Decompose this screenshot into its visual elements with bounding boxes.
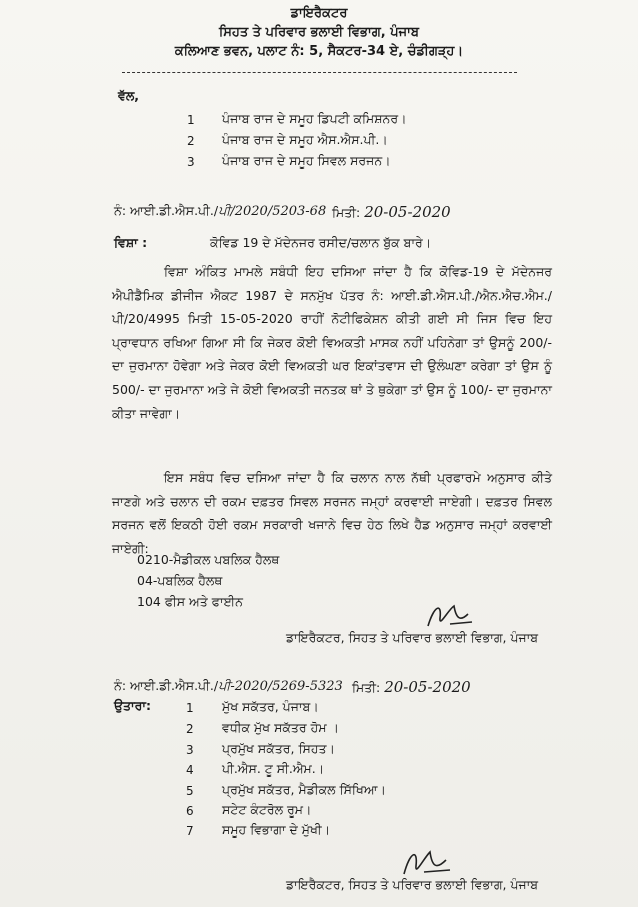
- list-item: ਪੰਜਾਬ ਰਾਜ ਦੇ ਸਮੂਹ ਡਿਪਟੀ ਕਮਿਸ਼ਨਰ।: [222, 111, 407, 126]
- header-address: ਕਲਿਆਣ ਭਵਨ, ਪਲਾਟ ਨੰ: 5, ਸੈਕਟਰ-34 ਏ, ਚੰਡੀਗੜ੍ਹ।: [174, 44, 464, 59]
- list-item-number: 1: [187, 113, 195, 127]
- reference-prefix: ਨੰ: ਆਈ.ਡੀ.ਐਸ.ਪੀ./: [114, 678, 219, 693]
- handwritten-date: 20-05-2020: [384, 678, 471, 696]
- budget-head-2: 04-ਪਬਲਿਕ ਹੈਲਥ: [137, 573, 223, 588]
- signature-mark: [420, 600, 480, 634]
- handwritten-date: 20-05-2020: [364, 203, 451, 221]
- reference-number-1: [114, 203, 326, 219]
- header-department: ਸਿਹਤ ਤੇ ਪਰਿਵਾਰ ਭਲਾਈ ਵਿਭਾਗ, ਪੰਜਾਬ: [219, 25, 419, 40]
- signature-block-2: ਡਾਇਰੈਕਟਰ, ਸਿਹਤ ਤੇ ਪਰਿਵਾਰ ਭਲਾਈ ਵਿਭਾਗ, ਪੰਜਾਬ: [286, 877, 539, 892]
- list-item: ਸਮੂਹ ਵਿਭਾਗਾ ਦੇ ਮੁੱਖੀ।: [222, 822, 331, 837]
- budget-head-3: 104 ਫੀਸ ਅਤੇ ਫਾਈਨ: [137, 594, 243, 609]
- header-divider: [122, 72, 517, 73]
- budget-head-1: 0210-ਮੈਡੀਕਲ ਪਬਲਿਕ ਹੈਲਥ: [137, 552, 280, 567]
- body-paragraph-1: ਵਿਸ਼ਾ ਅੰਕਿਤ ਮਾਮਲੇ ਸਬੰਧੀ ਇਹ ਦਸਿਆ ਜਾਂਦਾ ਹੈ ਕਿ ਕੋਵਿਡ-19 ਦੇ ਮੱਦੇਨਜਰ ਐਪੀਡੈਮਿਕ ਡੀਜੀਜ ਐਕਟ 1987 ਦੇ ਸਨਮੁੱਖ ਪੱਤਰ ਨੰ: ਆਈ.ਡੀ.ਐਸ.ਪੀ./ਐਨ.ਐਚ.ਐਮ./ਪੀ/20/4995 ਮਿਤੀ 15-05-2020 ਰਾਹੀਂ ਨੋਟੀਫਿਕੇਸ਼ਨ ਕੀਤੀ ਗਈ ਸੀ ਜਿਸ ਵਿਚ ਇਹ ਪ੍ਰਾਵਧਾਨ ਰਖਿਆ ਗਿਆ ਸੀ ਕਿ ਜੇਕਰ ਕੋਈ ਵਿਅਕਤੀ ਮਾਸਕ ਨਹੀਂ ਪਹਿਨੇਗਾ ਤਾਂ ਉਸਨੂੰ 200/- ਦਾ ਜੁਰਮਾਨਾ ਹੋਵੇਗਾ ਅਤੇ ਜੇਕਰ ਕੋਈ ਵਿਅਕਤੀ ਘਰ ਇਕਾਂਤਵਾਸ ਦੀ ਉਲੰਘਣਾ ਕਰੇਗਾ ਤਾਂ ਉਸ ਨੂੰ 500/- ਦਾ ਜੁਰਮਾਨਾ ਅਤੇ ਜੇ ਕੋਈ ਵਿਅਕਤੀ ਜਨਤਕ ਥਾਂ ਤੇ ਥੁਕੇਗਾ ਤਾਂ ਉਸ ਨੂੰ 100/- ਦਾ ਜੁਰਮਾਨਾ ਕੀਤਾ ਜਾਵੇਗਾ।: [112, 264, 552, 421]
- list-item: ਸਟੇਟ ਕੰਟਰੋਲ ਰੂਮ।: [222, 802, 312, 817]
- to-label: ਵੱਲ,: [118, 88, 140, 103]
- list-item: ਪੰਜਾਬ ਰਾਜ ਦੇ ਸਮੂਹ ਸਿਵਲ ਸਰਜਨ।: [222, 153, 391, 168]
- list-item: ਪ੍ਰਮੁੱਖ ਸਕੱਤਰ, ਸਿਹਤ।: [222, 741, 335, 756]
- list-item-number: 2: [187, 134, 195, 148]
- list-item-number: 4: [186, 763, 194, 777]
- list-item: ਪੀ.ਐਸ. ਟੂ ਸੀ.ਐਮ.।: [222, 761, 325, 776]
- date-label: ਮਿਤੀ:: [332, 205, 361, 220]
- handwritten-number: ਪੀ/2020/5203-68: [218, 204, 327, 219]
- body-paragraph-2: ਇਸ ਸਬੰਧ ਵਿਚ ਦਸਿਆ ਜਾਂਦਾ ਹੈ ਕਿ ਚਲਾਨ ਨਾਲ ਨੱਥੀ ਪ੍ਰਫਾਰਮੇ ਅਨੁਸਾਰ ਕੀਤੇ ਜਾਣਗੇ ਅਤੇ ਚਲਾਨ ਦੀ ਰਕਮ ਦਫ਼ਤਰ ਸਿਵਲ ਸਰਜਨ ਜਮ੍ਹਾਂ ਕਰਵਾਈ ਜਾਏਗੀ। ਦਫ਼ਤਰ ਸਿਵਲ ਸਰਜਨ ਵਲੋਂ ਇਕਠੀ ਹੋਈ ਰਕਮ ਸਰਕਾਰੀ ਖਜਾਨੇ ਵਿਚ ਹੇਠ ਲਿਖੇ ਹੈਡ ਅਨੁਸਾਰ ਜਮ੍ਹਾਂ ਕਰਵਾਈ ਜਾਏਗੀ:: [112, 470, 552, 556]
- date-label: ਮਿਤੀ:: [352, 680, 381, 695]
- list-item-number: 1: [186, 701, 194, 715]
- reference-date-1: [332, 203, 451, 221]
- subject-label: ਵਿਸ਼ਾ :: [114, 235, 148, 250]
- list-item: ਵਧੀਕ ਮੁੱਖ ਸਕੱਤਰ ਹੋਮ ।: [222, 720, 339, 735]
- list-item-number: 2: [186, 722, 194, 736]
- list-item: ਪ੍ਰਮੁੱਖ ਸਕੱਤਰ, ਮੈਡੀਕਲ ਸਿੱਖਿਆ।: [222, 782, 386, 797]
- subject-text: ਕੋਵਿਡ 19 ਦੇ ਮੱਦੇਨਜਰ ਰਸੀਦ/ਚਲਾਨ ਬੁੱਕ ਬਾਰੇ।: [210, 235, 432, 250]
- list-item-number: 6: [186, 804, 194, 818]
- reference-number-2: [114, 678, 343, 694]
- reference-date-2: [352, 678, 471, 696]
- signature-block-1: ਡਾਇਰੈਕਟਰ, ਸਿਹਤ ਤੇ ਪਰਿਵਾਰ ਭਲਾਈ ਵਿਭਾਗ, ਪੰਜਾਬ: [286, 630, 539, 645]
- list-item-number: 3: [186, 743, 194, 757]
- copy-to-label: ਉਤਾਰਾ:: [114, 698, 151, 713]
- list-item: ਪੰਜਾਬ ਰਾਜ ਦੇ ਸਮੂਹ ਐਸ.ਐਸ.ਪੀ.।: [222, 132, 388, 147]
- list-item: ਮੁੱਖ ਸਕੱਤਰ, ਪੰਜਾਬ।: [222, 699, 319, 714]
- handwritten-number: ਪੀ-2020/5269-5323: [218, 679, 343, 694]
- header-title: ਡਾਇਰੈਕਟਰ: [290, 6, 348, 21]
- reference-prefix: ਨੰ: ਆਈ.ਡੀ.ਐਸ.ਪੀ./: [114, 203, 219, 218]
- list-item-number: 7: [186, 824, 194, 838]
- list-item-number: 5: [186, 784, 194, 798]
- list-item-number: 3: [187, 155, 195, 169]
